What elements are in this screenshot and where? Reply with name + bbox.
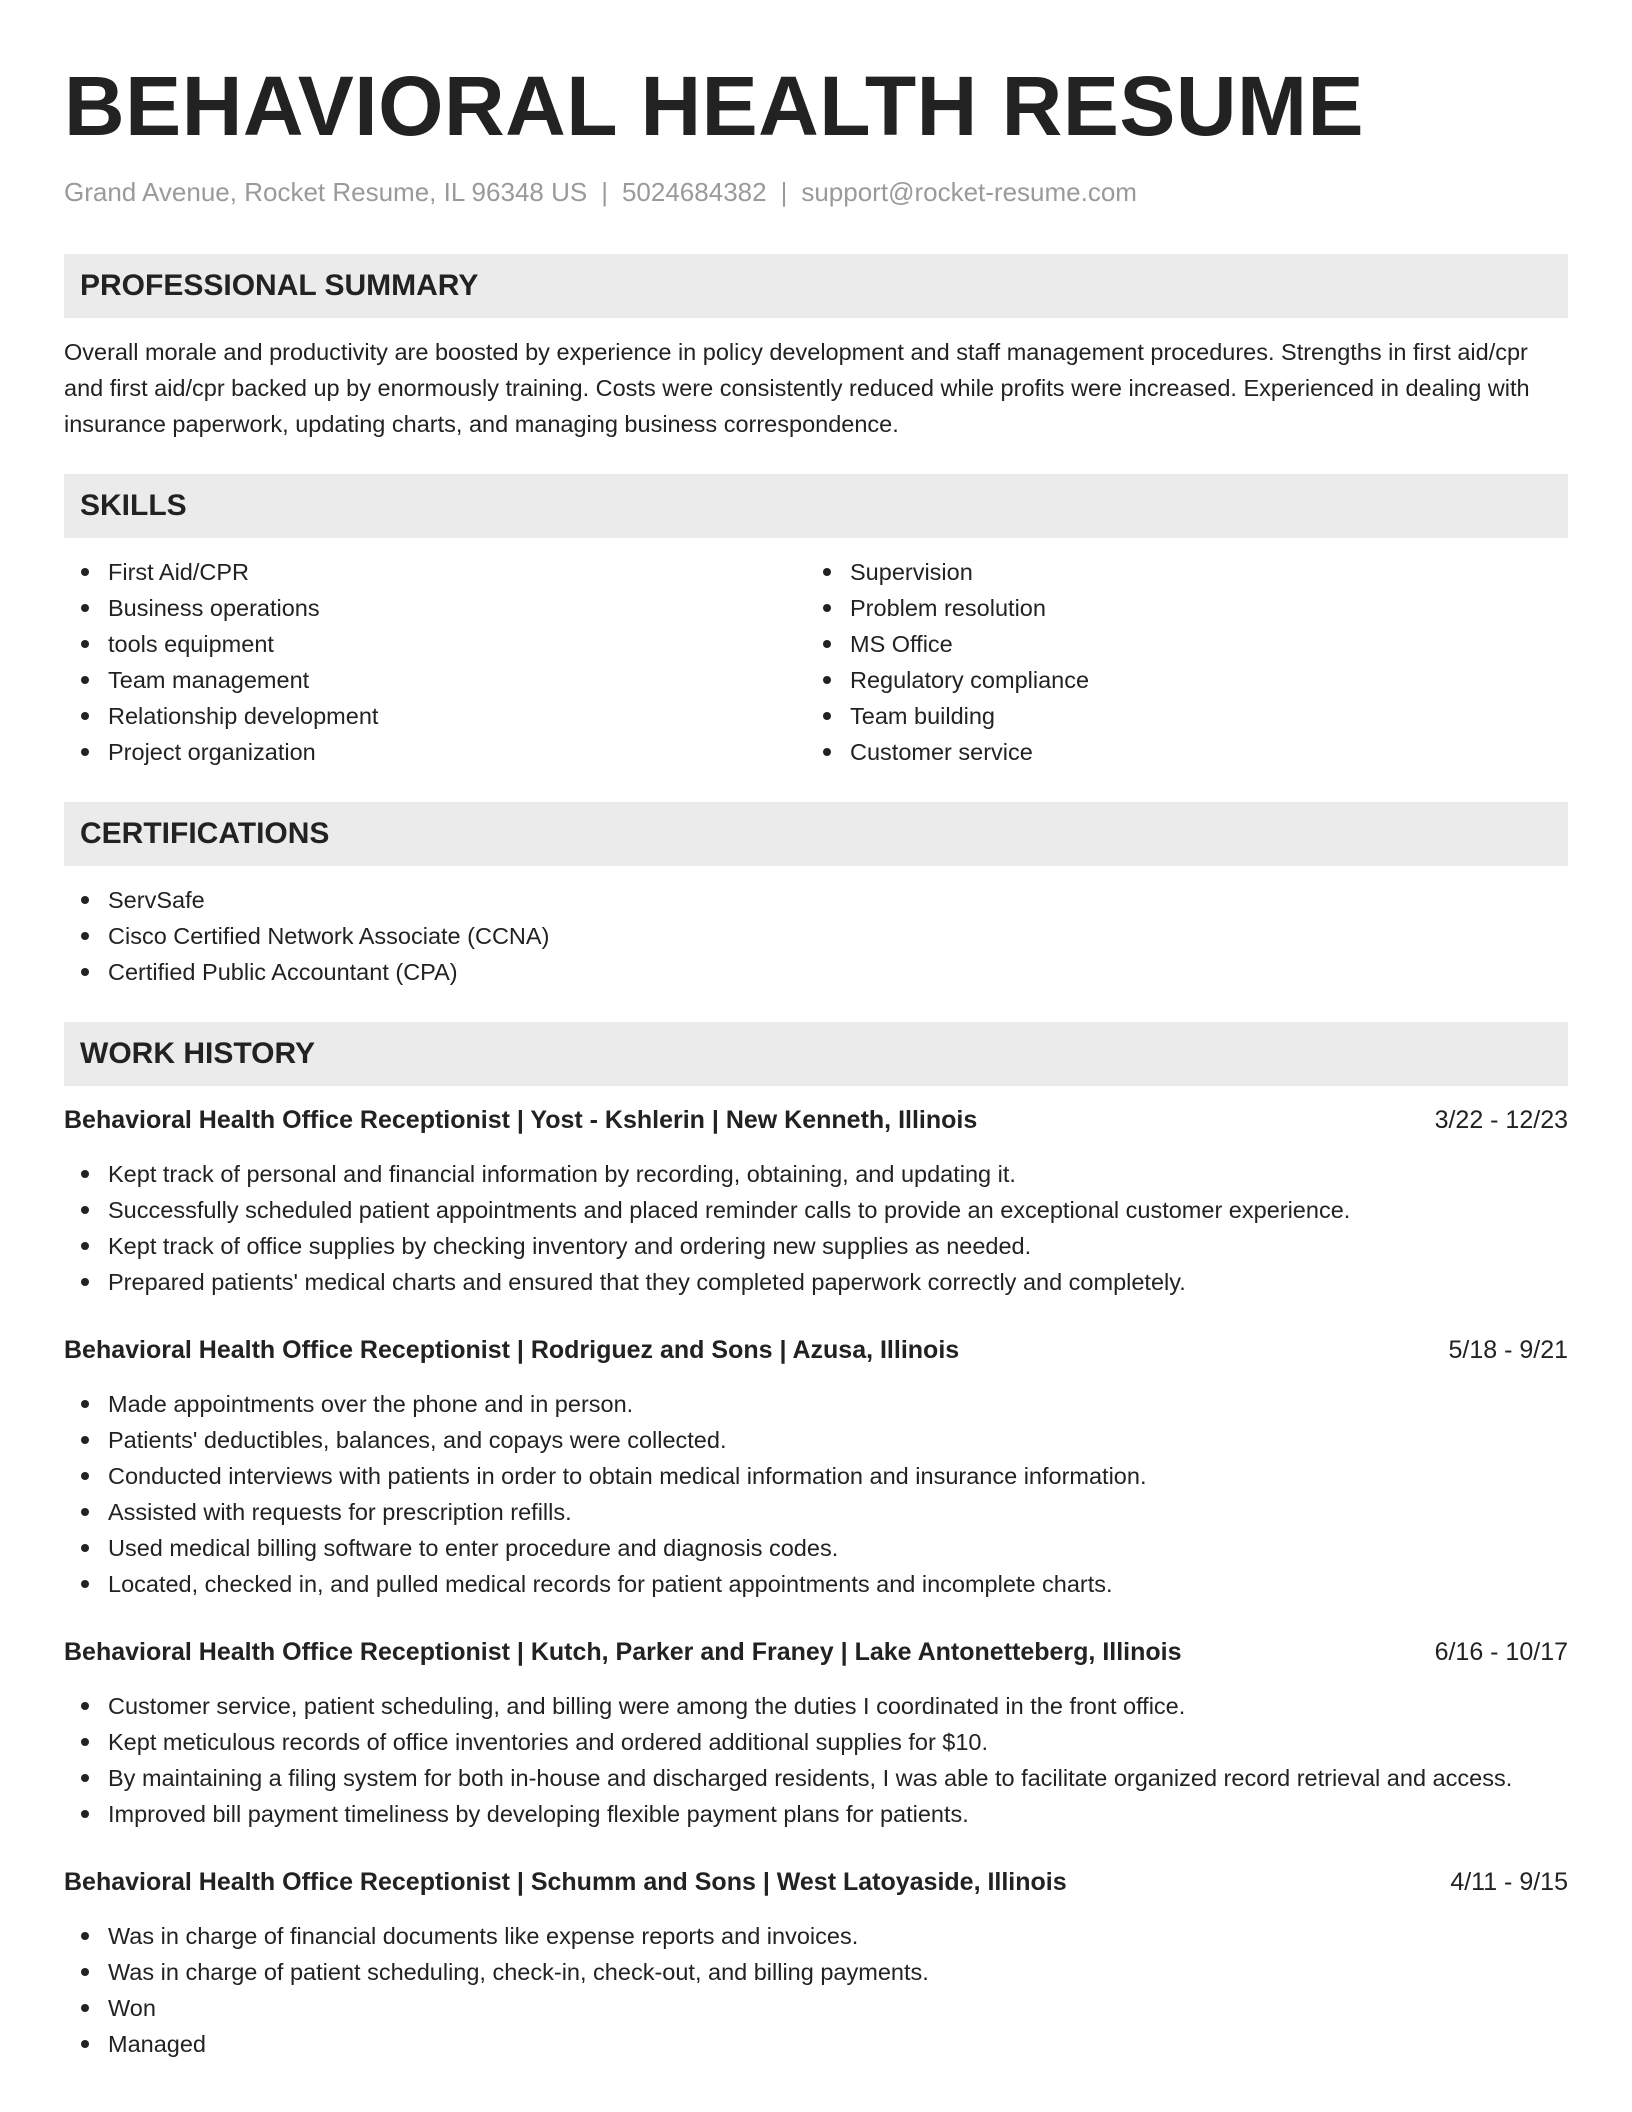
- list-item: [806, 626, 1548, 662]
- list-item: [64, 1954, 1568, 1990]
- list-item-text: ServSafe: [108, 887, 205, 913]
- list-item-text: tools equipment: [108, 631, 274, 657]
- list-item-text: Prepared patients' medical charts and ensured that they completed paperwork correctly and completely.: [108, 1269, 1186, 1295]
- contact-address: Grand Avenue, Rocket Resume, IL 96348 US: [64, 177, 588, 207]
- list-item-text: Certified Public Accountant (CPA): [108, 959, 458, 985]
- contact-line: [64, 176, 1568, 208]
- list-item: [64, 1796, 1568, 1832]
- list-item: [64, 1156, 1568, 1192]
- bullet-icon: [81, 968, 89, 976]
- list-item: [64, 1264, 1568, 1300]
- job-dates: 4/11 - 9/15: [1450, 1868, 1568, 1896]
- skills-section: [64, 474, 1568, 770]
- list-item-text: Improved bill payment timeliness by developing flexible payment plans for patients.: [108, 1801, 969, 1827]
- skills-list-right: [806, 554, 1548, 770]
- list-item: [64, 590, 806, 626]
- bullet-icon: [81, 568, 89, 576]
- bullet-icon: [823, 604, 831, 612]
- job-title: Behavioral Health Office Receptionist | Yost - Kshlerin | New Kenneth, Illinois: [64, 1106, 978, 1134]
- job-entry: [64, 1634, 1568, 1832]
- list-item: [64, 734, 806, 770]
- list-item-text: Problem resolution: [850, 595, 1046, 621]
- bullet-icon: [81, 2040, 89, 2048]
- list-item: [64, 918, 1568, 954]
- list-item: [806, 662, 1548, 698]
- list-item: [64, 882, 1568, 918]
- skills-heading: SKILLS: [64, 474, 1568, 538]
- bullet-icon: [81, 1702, 89, 1710]
- summary-section: [64, 254, 1568, 442]
- job-title: Behavioral Health Office Receptionist | Schumm and Sons | West Latoyaside, Illinois: [64, 1868, 1067, 1896]
- bullet-icon: [81, 1508, 89, 1516]
- list-item-text: Kept track of personal and financial information by recording, obtaining, and updating it.: [108, 1161, 1016, 1187]
- bullet-icon: [81, 1580, 89, 1588]
- list-item: [806, 590, 1548, 626]
- list-item-text: By maintaining a filing system for both in-house and discharged residents, I was able to facilitate organized record retrieval and access.: [108, 1765, 1513, 1791]
- list-item-text: Successfully scheduled patient appointments and placed reminder calls to provide an exceptional customer experience.: [108, 1197, 1351, 1223]
- list-item-text: Assisted with requests for prescription refills.: [108, 1499, 572, 1525]
- list-item-text: Patients' deductibles, balances, and copays were collected.: [108, 1427, 727, 1453]
- job-title: Behavioral Health Office Receptionist | Rodriguez and Sons | Azusa, Illinois: [64, 1336, 960, 1364]
- bullet-icon: [81, 748, 89, 756]
- list-item: [64, 1724, 1568, 1760]
- summary-text: Overall morale and productivity are boosted by experience in policy development and staff management procedures. Strengths in first aid/cpr and first aid/cpr backed up by enormously training. Costs were consistently reduced while profits were increased. Experienced in dealing with insurance paperwork, updating charts, and managing business correspondence.: [64, 339, 1530, 437]
- list-item-text: Was in charge of patient scheduling, check-in, check-out, and billing payments.: [108, 1959, 929, 1985]
- bullet-icon: [81, 1400, 89, 1408]
- job-entry: [64, 1332, 1568, 1602]
- list-item-text: Kept track of office supplies by checking inventory and ordering new supplies as needed.: [108, 1233, 1032, 1259]
- list-item: [806, 734, 1548, 770]
- bullet-icon: [81, 640, 89, 648]
- list-item: [64, 1688, 1568, 1724]
- work-history-section: [64, 1022, 1568, 2062]
- contact-phone: 5024684382: [621, 177, 767, 207]
- list-item-text: Kept meticulous records of office inventories and ordered additional supplies for $10.: [108, 1729, 989, 1755]
- bullet-icon: [81, 676, 89, 684]
- list-item: [64, 1494, 1568, 1530]
- list-item-text: Regulatory compliance: [850, 667, 1090, 693]
- list-item-text: Customer service, patient scheduling, and billing were among the duties I coordinated in the front office.: [108, 1693, 1186, 1719]
- job-list: [64, 1102, 1568, 2062]
- bullet-icon: [81, 1472, 89, 1480]
- job-dates: 6/16 - 10/17: [1434, 1638, 1568, 1666]
- work-history-heading: WORK HISTORY: [64, 1022, 1568, 1086]
- job-entry: [64, 1102, 1568, 1300]
- list-item-text: Cisco Certified Network Associate (CCNA): [108, 923, 550, 949]
- list-item-text: Supervision: [850, 559, 973, 585]
- list-item-text: MS Office: [850, 631, 953, 657]
- list-item: [64, 1990, 1568, 2026]
- job-bullets: [64, 1156, 1568, 1300]
- list-item-text: Used medical billing software to enter procedure and diagnosis codes.: [108, 1535, 839, 1561]
- bullet-icon: [81, 1436, 89, 1444]
- bullet-icon: [81, 1738, 89, 1746]
- job-header: [64, 1864, 1568, 1900]
- list-item: [64, 1192, 1568, 1228]
- list-item: [64, 554, 806, 590]
- list-item: [64, 1566, 1568, 1602]
- bullet-icon: [81, 1170, 89, 1178]
- list-item: [64, 698, 806, 734]
- resume-title: BEHAVIORAL HEALTH RESUME: [64, 59, 1365, 153]
- bullet-icon: [81, 1206, 89, 1214]
- job-dates: 5/18 - 9/21: [1448, 1336, 1568, 1364]
- bullet-icon: [81, 1242, 89, 1250]
- list-item: [64, 1918, 1568, 1954]
- list-item: [64, 626, 806, 662]
- summary-heading: PROFESSIONAL SUMMARY: [64, 254, 1568, 318]
- list-item-text: Business operations: [108, 595, 320, 621]
- job-header: [64, 1102, 1568, 1138]
- list-item-text: Won: [108, 1995, 156, 2021]
- list-item: [64, 662, 806, 698]
- job-dates: 3/22 - 12/23: [1434, 1106, 1568, 1134]
- list-item: [64, 1530, 1568, 1566]
- skills-list-left: [64, 554, 806, 770]
- list-item: [64, 1228, 1568, 1264]
- bullet-icon: [81, 1774, 89, 1782]
- bullet-icon: [81, 1278, 89, 1286]
- list-item: [64, 1458, 1568, 1494]
- contact-separator: |: [780, 177, 788, 207]
- bullet-icon: [81, 1932, 89, 1940]
- job-bullets: [64, 1688, 1568, 1832]
- list-item-text: Project organization: [108, 739, 316, 765]
- list-item-text: Team building: [850, 703, 996, 729]
- bullet-icon: [81, 1968, 89, 1976]
- list-item: [806, 554, 1548, 590]
- certifications-list: [64, 882, 1568, 990]
- bullet-icon: [81, 1810, 89, 1818]
- list-item: [64, 1422, 1568, 1458]
- certifications-section: [64, 802, 1568, 990]
- bullet-icon: [823, 568, 831, 576]
- bullet-icon: [81, 2004, 89, 2012]
- job-bullets: [64, 1918, 1568, 2062]
- contact-separator: |: [601, 177, 608, 207]
- contact-email: support@rocket-resume.com: [801, 177, 1137, 207]
- list-item: [64, 954, 1568, 990]
- bullet-icon: [81, 896, 89, 904]
- list-item: [806, 698, 1548, 734]
- bullet-icon: [823, 676, 831, 684]
- skills-grid: [64, 554, 1568, 770]
- bullet-icon: [81, 932, 89, 940]
- job-title: Behavioral Health Office Receptionist | Kutch, Parker and Franey | Lake Antonetteberg, Illinois: [64, 1638, 1182, 1666]
- list-item-text: Located, checked in, and pulled medical records for patient appointments and incomplete charts.: [108, 1571, 1113, 1597]
- list-item-text: Conducted interviews with patients in order to obtain medical information and insurance information.: [108, 1463, 1147, 1489]
- list-item-text: Managed: [108, 2031, 206, 2057]
- list-item: [64, 1386, 1568, 1422]
- list-item-text: Relationship development: [108, 703, 379, 729]
- list-item-text: Made appointments over the phone and in person.: [108, 1391, 634, 1417]
- bullet-icon: [81, 1544, 89, 1552]
- list-item-text: First Aid/CPR: [108, 559, 250, 585]
- bullet-icon: [81, 712, 89, 720]
- list-item: [64, 1760, 1568, 1796]
- job-entry: [64, 1864, 1568, 2062]
- bullet-icon: [823, 640, 831, 648]
- job-header: [64, 1332, 1568, 1368]
- certifications-heading: CERTIFICATIONS: [64, 802, 1568, 866]
- job-bullets: [64, 1386, 1568, 1602]
- list-item: [64, 2026, 1568, 2062]
- bullet-icon: [81, 604, 89, 612]
- list-item-text: Team management: [108, 667, 310, 693]
- resume-page: [64, 0, 1568, 2062]
- bullet-icon: [823, 712, 831, 720]
- list-item-text: Customer service: [850, 739, 1033, 765]
- job-header: [64, 1634, 1568, 1670]
- list-item-text: Was in charge of financial documents like expense reports and invoices.: [108, 1923, 859, 1949]
- bullet-icon: [823, 748, 831, 756]
